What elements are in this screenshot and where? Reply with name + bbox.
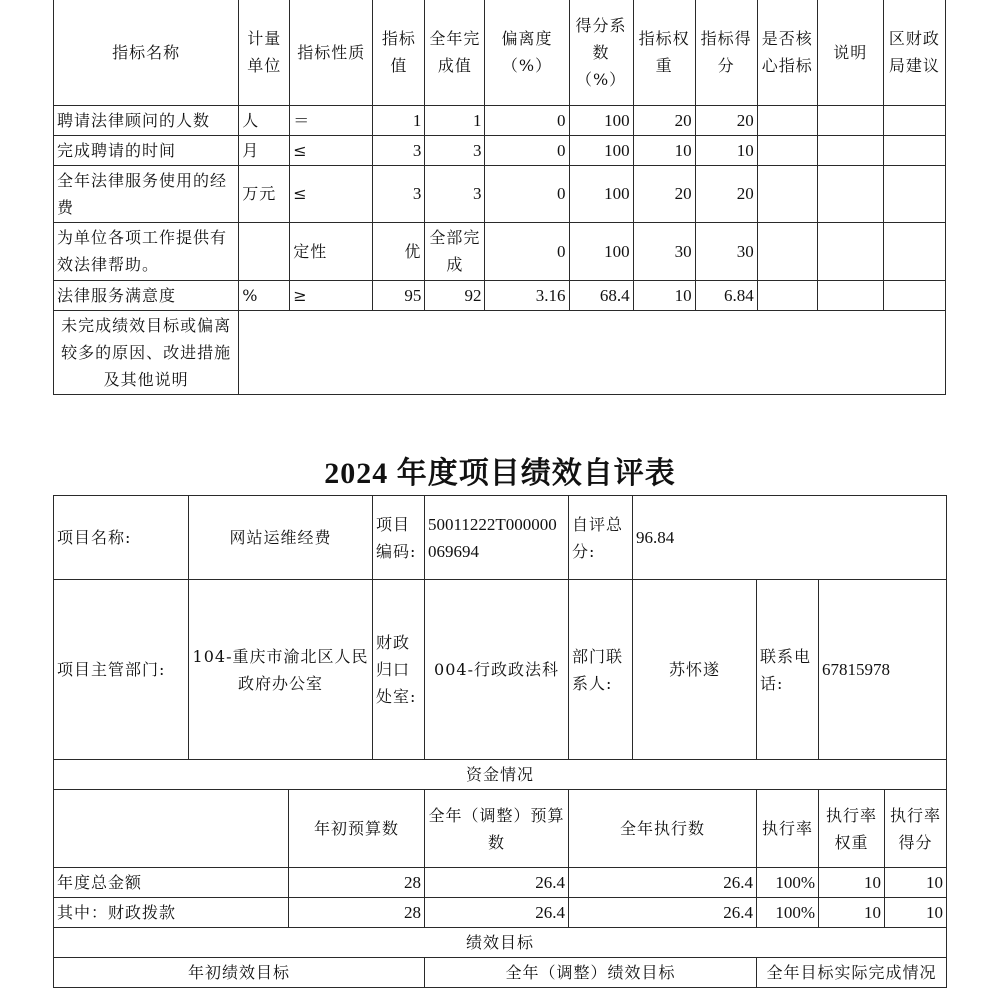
department-row: [54, 580, 947, 760]
row-advice: [883, 165, 945, 222]
row-deviation: 0: [485, 105, 569, 135]
contact-label: 部门联系人:: [569, 580, 633, 760]
row-target: 95: [373, 280, 425, 310]
project-code: 50011222T000000069694: [425, 496, 569, 580]
funds-row-label: 其中：财政拨款: [54, 898, 289, 928]
contact: 苏怀遂: [633, 580, 757, 760]
table-row: [54, 868, 947, 898]
row-unit: %: [239, 280, 290, 310]
header-nature: 指标性质: [290, 0, 373, 105]
row-actual: 1: [425, 105, 485, 135]
row-deviation: 0: [485, 165, 569, 222]
row-core: [757, 222, 817, 280]
header-advice: 区财政局建议: [883, 0, 945, 105]
row-target: 3: [373, 165, 425, 222]
row-deviation: 0: [485, 222, 569, 280]
project-name: 网站运维经费: [189, 496, 373, 580]
row-unit: 人: [239, 105, 290, 135]
project-name-label: 项目名称:: [54, 496, 189, 580]
row-target: 优: [373, 222, 425, 280]
row-core: [757, 280, 817, 310]
header-deviation: 偏离度（%）: [485, 0, 569, 105]
row-actual: 全部完成: [425, 222, 485, 280]
header-core: 是否核心指标: [757, 0, 817, 105]
row-advice: [883, 105, 945, 135]
row-name: 为单位各项工作提供有效法律帮助。: [54, 222, 239, 280]
perf-section-row: [54, 928, 947, 958]
funds-row-rate-weight: 10: [819, 868, 885, 898]
finance-office-label: 财政归口处室:: [373, 580, 425, 760]
funds-row-rate-weight: 10: [819, 898, 885, 928]
funds-row-rate-score: 10: [885, 898, 947, 928]
indicator-header-row: [54, 0, 946, 105]
funds-row-executed: 26.4: [569, 898, 757, 928]
perf-header-actual: 全年目标实际完成情况: [757, 958, 947, 988]
row-actual: 3: [425, 135, 485, 165]
row-score: 30: [695, 222, 757, 280]
funds-row-label: 年度总金额: [54, 868, 289, 898]
row-unit: 月: [239, 135, 290, 165]
header-actual: 全年完成值: [425, 0, 485, 105]
table-row: [54, 135, 946, 165]
row-weight: 20: [633, 105, 695, 135]
project-info-row: [54, 496, 947, 580]
row-unit: 万元: [239, 165, 290, 222]
self-score-label: 自评总分:: [569, 496, 633, 580]
row-note: [817, 222, 883, 280]
perf-header-initial: 年初绩效目标: [54, 958, 425, 988]
row-advice: [883, 222, 945, 280]
row-score: 6.84: [695, 280, 757, 310]
row-deviation: 0: [485, 135, 569, 165]
row-advice: [883, 280, 945, 310]
header-score: 指标得分: [695, 0, 757, 105]
funds-row-rate: 100%: [757, 898, 819, 928]
row-score: 10: [695, 135, 757, 165]
perf-header-adjusted: 全年（调整）绩效目标: [425, 958, 757, 988]
row-nature: 定性: [290, 222, 373, 280]
row-advice: [883, 135, 945, 165]
row-name: 法律服务满意度: [54, 280, 239, 310]
row-actual: 3: [425, 165, 485, 222]
row-weight: 20: [633, 165, 695, 222]
row-note: [817, 165, 883, 222]
funds-header-rate-weight: 执行率权重: [819, 790, 885, 868]
funds-section-row: [54, 760, 947, 790]
funds-header-initial: 年初预算数: [289, 790, 425, 868]
row-nature: ≤: [290, 135, 373, 165]
row-core: [757, 165, 817, 222]
table-row: [54, 280, 946, 310]
row-score: 20: [695, 165, 757, 222]
indicator-table: [53, 0, 946, 395]
row-weight: 10: [633, 135, 695, 165]
funds-row-rate: 100%: [757, 868, 819, 898]
row-coef: 100: [569, 165, 633, 222]
funds-header-blank: [54, 790, 289, 868]
phone-label: 联系电话:: [757, 580, 819, 760]
row-name: 完成聘请的时间: [54, 135, 239, 165]
funds-row-initial: 28: [289, 868, 425, 898]
funds-row-rate-score: 10: [885, 868, 947, 898]
row-note: [817, 280, 883, 310]
reason-value: [239, 310, 946, 394]
funds-header-executed: 全年执行数: [569, 790, 757, 868]
table-row: [54, 222, 946, 280]
page-title: 2024 年度项目绩效自评表: [324, 457, 676, 490]
row-name: 全年法律服务使用的经费: [54, 165, 239, 222]
row-score: 20: [695, 105, 757, 135]
funds-header-row: [54, 790, 947, 868]
header-weight: 指标权重: [633, 0, 695, 105]
header-target: 指标值: [373, 0, 425, 105]
row-deviation: 3.16: [485, 280, 569, 310]
table-row: [54, 105, 946, 135]
project-code-label: 项目编码:: [373, 496, 425, 580]
perf-section-title: 绩效目标: [54, 928, 947, 958]
row-target: 3: [373, 135, 425, 165]
row-unit: [239, 222, 290, 280]
row-coef: 68.4: [569, 280, 633, 310]
row-coef: 100: [569, 222, 633, 280]
row-note: [817, 105, 883, 135]
dept: 104-重庆市渝北区人民政府办公室: [189, 580, 373, 760]
table-row: [54, 165, 946, 222]
row-coef: 100: [569, 105, 633, 135]
row-target: 1: [373, 105, 425, 135]
row-name: 聘请法律顾问的人数: [54, 105, 239, 135]
funds-header-adjusted: 全年（调整）预算数: [425, 790, 569, 868]
funds-row-executed: 26.4: [569, 868, 757, 898]
funds-header-rate: 执行率: [757, 790, 819, 868]
row-core: [757, 135, 817, 165]
reason-row: [54, 310, 946, 394]
row-note: [817, 135, 883, 165]
row-actual: 92: [425, 280, 485, 310]
funds-header-rate-score: 执行率得分: [885, 790, 947, 868]
row-core: [757, 105, 817, 135]
row-weight: 10: [633, 280, 695, 310]
perf-header-row: [54, 958, 947, 988]
funds-row-adjusted: 26.4: [425, 868, 569, 898]
header-coef: 得分系数（%）: [569, 0, 633, 105]
row-weight: 30: [633, 222, 695, 280]
row-nature: ＝: [290, 105, 373, 135]
phone: 67815978: [819, 580, 947, 760]
row-nature: ≤: [290, 165, 373, 222]
funds-row-initial: 28: [289, 898, 425, 928]
finance-office: 004-行政政法科: [425, 580, 569, 760]
header-indicator-name: 指标名称: [54, 0, 239, 105]
table-row: [54, 898, 947, 928]
project-evaluation-table: [53, 495, 947, 988]
row-nature: ≥: [290, 280, 373, 310]
self-score: 96.84: [633, 496, 947, 580]
header-unit: 计量单位: [239, 0, 290, 105]
header-note: 说明: [817, 0, 883, 105]
reason-label: 未完成绩效目标或偏离较多的原因、改进措施及其他说明: [54, 310, 239, 394]
dept-label: 项目主管部门:: [54, 580, 189, 760]
funds-section-title: 资金情况: [54, 760, 947, 790]
row-coef: 100: [569, 135, 633, 165]
funds-row-adjusted: 26.4: [425, 898, 569, 928]
